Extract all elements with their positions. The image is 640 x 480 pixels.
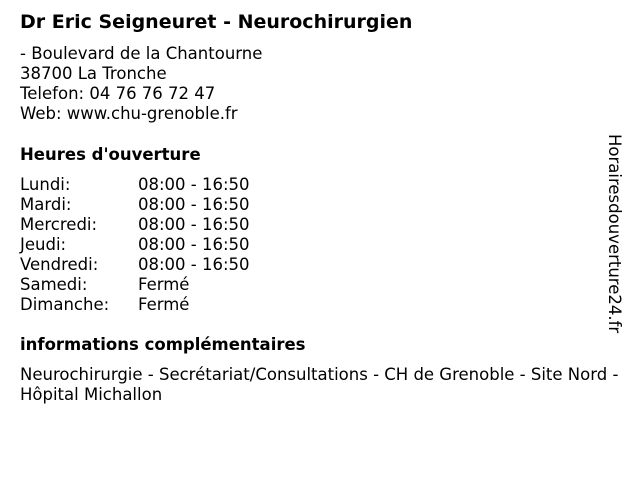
hours-row-saturday	[20, 275, 250, 295]
site-watermark: Horairesdouverture24.fr	[605, 134, 624, 334]
day-label: Dimanche:	[20, 295, 110, 314]
page-title: Dr Eric Seigneuret - Neurochirurgien	[20, 11, 413, 33]
hours-row-wednesday	[20, 215, 250, 235]
opening-hours-table	[20, 175, 250, 315]
address-block	[20, 44, 262, 124]
hours-row-thursday	[20, 235, 250, 255]
phone-line: Telefon: 04 76 76 72 47	[20, 84, 216, 103]
day-label: Mercredi:	[20, 215, 98, 234]
day-hours: 08:00 - 16:50	[138, 195, 250, 214]
day-hours: Fermé	[138, 295, 190, 314]
day-hours: 08:00 - 16:50	[138, 175, 250, 194]
hours-row-tuesday	[20, 195, 250, 215]
hours-row-friday	[20, 255, 250, 275]
day-hours: 08:00 - 16:50	[138, 235, 250, 254]
day-label: Mardi:	[20, 195, 72, 214]
additional-info-text: Neurochirurgie - Secrétariat/Consultations - CH de Grenoble - Site Nord - Hôpital Michallon	[20, 365, 619, 404]
day-label: Jeudi:	[20, 235, 67, 254]
hours-row-monday	[20, 175, 250, 195]
day-label: Vendredi:	[20, 255, 99, 274]
street-address: - Boulevard de la Chantourne	[20, 44, 263, 63]
additional-info-heading: informations complémentaires	[20, 335, 306, 354]
day-label: Samedi:	[20, 275, 88, 294]
day-hours: 08:00 - 16:50	[138, 255, 250, 274]
day-hours: 08:00 - 16:50	[138, 215, 250, 234]
day-hours: Fermé	[138, 275, 190, 294]
web-line: Web: www.chu-grenoble.fr	[20, 104, 238, 123]
day-label: Lundi:	[20, 175, 71, 194]
hours-row-sunday	[20, 295, 250, 315]
city-line: 38700 La Tronche	[20, 64, 167, 83]
opening-hours-heading: Heures d'ouverture	[20, 145, 201, 164]
